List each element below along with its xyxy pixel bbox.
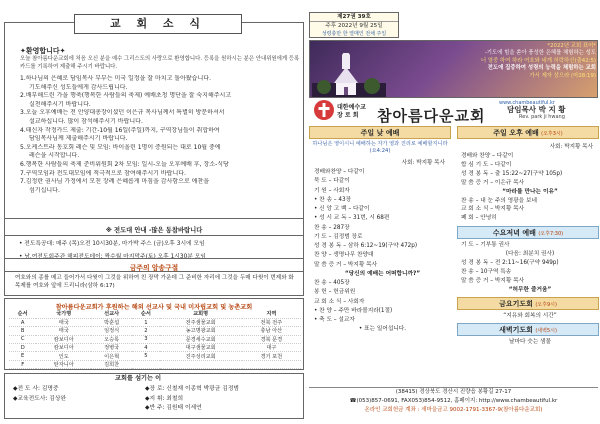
service-presider: 사회: 박지황 목사 — [401, 160, 445, 166]
cell: 2 — [132, 327, 159, 335]
cell: A — [9, 318, 36, 326]
bulletin-info-box — [309, 12, 399, 38]
pastor-name-en: Rev. park ji hwang — [519, 114, 565, 120]
news-item: 3.오늘 오후예배는 전 안양대총장이셨던 이은규 목사님께서 특별히 방문하셔서 — [20, 109, 225, 117]
other-services — [457, 126, 599, 347]
cell: 전북 전주 — [242, 318, 301, 326]
cell: 김희찬 — [91, 360, 132, 368]
church-name: 참아름다운교회 — [377, 107, 486, 125]
cell: C — [9, 335, 36, 343]
order-item: 성 경 봉 독 – 출 15:22~27(구약 105p) — [461, 170, 563, 177]
order-item: 기 원 – 사회자 — [314, 187, 350, 194]
service-time: (오후7:30) — [538, 231, 564, 238]
phone-homepage: ☎(053)857-0691, FAX053)854-9512, 홈페이지: http://www.chambeautiful.kr — [349, 398, 558, 404]
order-item: 기 도 – 김정범 장로 — [314, 233, 363, 240]
cell — [242, 360, 301, 368]
standing-note: • 표는 일어섭니다. — [358, 326, 407, 333]
cell — [160, 360, 242, 368]
sermon-title: “마라를 만나는 이유” — [502, 188, 558, 195]
col-header: 선교사 — [91, 310, 132, 318]
news-item: 실천해주시기 바랍니다. — [29, 100, 91, 108]
news-item: 7.김정란 권사님 가정에서 모친 장례 은혜롭게 마침을 감사함으로 애찬을 — [20, 178, 210, 186]
motto-line: 가서 제자 삼으라 (마28:19) — [529, 72, 596, 79]
cell: 인도 — [36, 352, 91, 360]
cell: 충남 아산 — [242, 327, 301, 335]
memory-verse-box — [4, 258, 304, 296]
news-item: 7.구역모임과 전도대모임에 적극적으로 참여해주시기 바랍니다. — [20, 169, 186, 177]
right-panel — [309, 4, 598, 422]
cell: 태국 — [36, 318, 91, 326]
welcome-text: 오늘 참아름다운교회에 처음 오신 분을 예수 그리스도의 사랑으로 환영합니다. 등록을 원하시는 분은 안내위원에게 등록카드를 기록하여 제출해 주시기 바랍니다. — [20, 56, 300, 70]
welcome-title: ✦환영합니다✦ — [20, 47, 66, 55]
order-item: 찬 송 – 내 눈 주의 영광을 보네 — [461, 197, 537, 204]
col-header: 지역 — [242, 310, 301, 318]
order-item: 성 경 봉 독 – 삼하 6:12~19(구약 472p) — [314, 243, 418, 249]
news-item: 2.배부해드린 가을 행축(행복한 사람들의 축제) 예배초청 명단을 잘 숙지해주시고 — [20, 92, 232, 100]
order-item: 찬 양 – 생명나무 찬양대 — [314, 252, 374, 259]
cell: 농고명광교회 — [160, 327, 242, 335]
cell: 3 — [132, 335, 159, 343]
order-item: 말 씀 증 거 – 박지황 목사 — [461, 277, 525, 284]
cell: 캄보디아 — [36, 344, 91, 352]
servers-box — [4, 373, 304, 419]
order-item: 교 회 소 식 – 박지황 목사 — [461, 206, 525, 213]
memory-verse-text: 여호와의 종를 메고 들어가서 다윗이 그것을 위하여 친 장막 가운데 그 준비한 자리에 그것을 두매 다윗이 번제와 화목제를 여호와 앞에 드리니라(삼하 6:17) — [15, 275, 294, 290]
news-item: 기도해주신 성도들에게 감사드립니다. — [29, 83, 128, 91]
church-news-header: 교 회 소 식 — [74, 14, 242, 34]
order-item: 찬 송 – 287장 — [314, 224, 350, 231]
mission-table-header — [9, 310, 301, 318]
cell: 5 — [132, 352, 159, 360]
col-header: 순서 — [132, 310, 159, 318]
homepage-url[interactable]: www.chambeautiful.kr — [499, 100, 555, 106]
service-title-text: 수요저녁 예배 — [492, 229, 536, 238]
table-row — [9, 352, 301, 360]
denomination — [337, 104, 366, 120]
order-of-service — [309, 168, 451, 335]
table-row — [9, 360, 301, 368]
cell: F — [9, 360, 36, 368]
order-item: (다음: 최분치 권사) — [505, 251, 555, 258]
cell: D — [9, 344, 36, 352]
motto-line: 너 열중 하여 하라 여호와 네게 허락하신(출42:5) — [480, 57, 596, 64]
cell: 탄자니아 — [36, 360, 91, 368]
mission-box — [4, 298, 304, 370]
service-verse: 하나님은 영이시니 예배하는 자가 영과 진리로 예배할지니라(요4:24) — [312, 141, 448, 154]
order-item: • 성 시 교 독 – 31번, 시 68편 — [314, 215, 390, 222]
cell: 경북 문경 — [242, 335, 301, 343]
pastor-name: 담임목사 박 지 황 — [507, 105, 566, 114]
order-item: 성 경 봉 독 – 전 2:11~16(구약 949p) — [461, 260, 559, 267]
news-item: 설교하십니다. 많이 참석해주시기 바랍니다. — [29, 117, 143, 125]
address: (38415) 경상북도 경산시 진량읍 봉황길 27-17 — [395, 389, 512, 395]
order-item: 기 도 – 기부통 권사 — [461, 242, 510, 249]
cell: 경기 포천 — [242, 352, 301, 360]
order-item: 찬 송 – 10구역 특송 — [461, 268, 512, 275]
servers-title: 교회를 섬기는 이 — [115, 375, 162, 382]
cell: 정병국 — [91, 344, 132, 352]
order-item: 경배와찬양 – 다같이 — [314, 169, 365, 175]
cell: B — [9, 327, 36, 335]
memory-verse-title: 금주의 암송구절 — [129, 264, 179, 272]
cell: 대구 — [242, 344, 301, 352]
bulletin-volume: 제27권 39호 — [310, 13, 398, 22]
cell: 4 — [132, 344, 159, 352]
servers-col-right — [145, 385, 239, 414]
servers-col-left — [13, 385, 66, 404]
service-title — [457, 126, 599, 139]
motto-line: 전도에 집중하여 성령의 능력을 체험하는 교회 — [487, 65, 596, 72]
service-title-text: 금요기도회 — [499, 299, 533, 308]
news-item: 6.행복한 사람들의 축제 준비위원회 2차 모임: 일시-오늘 오후예배 후, 장소-식당 — [20, 160, 229, 168]
col-header: 국가명 — [36, 310, 91, 318]
bulletin-subtitle: 성령충만 한 열매인 전채 주일 — [321, 31, 387, 37]
table-row — [9, 318, 301, 326]
bulletin-date: 주후 2022년 9월 25일 — [325, 23, 383, 29]
order-item: • 찬 양 – 주만 바라볼지라(1절) — [314, 307, 393, 314]
table-row — [9, 327, 301, 335]
mission-table — [9, 310, 301, 369]
left-panel — [4, 6, 304, 420]
server-item: ◆교육전도사: 김상완 — [13, 395, 67, 402]
denomination-line: 장 로 회 — [337, 112, 359, 119]
evangelism-item: • 남.여전도회주관 해피전도데이: 짝수월 마지막주(토) 오후 1시30분 모임 — [19, 254, 206, 260]
service-title-text: 새벽기도회 — [499, 325, 533, 334]
server-item: ◆장 로: 신철재 이종혁 박광균 김정범 — [145, 386, 240, 392]
sermon-title: “당신의 예배는 어떠합니까?” — [344, 270, 421, 277]
col-header: 순서 — [9, 310, 36, 318]
cell: 문경세수교회 — [160, 335, 242, 343]
order-item: 찬 송 – 405장 — [314, 280, 350, 286]
motto-line: -기도에 힘을 쏟아 풍성한 은혜를 체험하는 성도 — [484, 50, 596, 57]
service-time: (새벽5시) — [535, 327, 557, 334]
order-item: 말 씀 증 거 – 이은규 목사 — [461, 179, 525, 186]
table-row — [9, 335, 301, 343]
banner-text — [396, 43, 596, 80]
service-title — [457, 226, 599, 239]
cell: 캄보디아 — [36, 335, 91, 343]
service-title — [457, 297, 599, 310]
cell: 이은혁 — [91, 352, 132, 360]
order-item: • 신 앙 고 백 – 다같이 — [314, 206, 370, 212]
server-item: ◆반 주: 김원태 이세연 — [145, 405, 202, 411]
cell: 전주샘물교회 — [160, 318, 242, 326]
service-title — [457, 323, 599, 336]
sermon-title: “허무한 즐거움” — [508, 286, 552, 293]
col-header: 교회명 — [160, 310, 242, 318]
cell: E — [9, 352, 36, 360]
church-logo-icon — [313, 99, 335, 121]
news-item: 레슨을 시작합니다. — [29, 152, 80, 160]
cell: 임정식 — [91, 327, 132, 335]
order-item: 봉 헌 – 헌금위원 — [314, 289, 356, 296]
news-item: 1.하나님의 은혜로 담임목사 부부는 미국 일정을 잘 마치고 돌아왔습니다. — [20, 75, 211, 82]
cell: 진주성리교회 — [160, 352, 242, 360]
order-item: 묵 도 – 다같이 — [314, 178, 350, 185]
service-title: 주일 낮 예배 — [309, 126, 451, 139]
order-item: • 축 도 – 설교자 — [314, 317, 355, 323]
news-list — [20, 75, 304, 195]
order-of-service — [457, 152, 599, 223]
order-item: 교 회 소 식 – 사회자 — [314, 298, 365, 305]
news-item: 4.태신자 작정카드 제출: 기간-10월 16일(주일)까지, 구역장님들이 취합하여 — [20, 126, 220, 134]
table-row — [9, 344, 301, 352]
cell — [132, 360, 159, 368]
denomination-line: 대한예수교 — [337, 104, 366, 111]
sunday-morning-service — [309, 126, 451, 335]
service-time: (오후3시) — [541, 131, 563, 137]
service-time: (오후9시) — [535, 301, 557, 308]
news-item: 5.오케스트라 동호회 레슨 및 모임: 바이올린 1명이 증원되는 대로 10월 중에 — [20, 143, 221, 151]
cell: 박훈섭 — [91, 318, 132, 326]
motto-year: *2022년 교회 표어* — [547, 43, 596, 49]
order-item: 합 심 기 도 – 다같이 — [461, 161, 512, 168]
service-title-text: 주일 오후 예배 — [493, 129, 539, 137]
evangelism-item: • 전도특공대: 매주 (목)오전 10시30분, 마가박 주스 (금)오후 3시에 모임 — [19, 241, 205, 247]
server-item: ◆전 도 사: 김명중 — [13, 386, 59, 392]
order-item: 말 씀 증 거 – 박지황 목사 — [314, 261, 378, 268]
dawn-text: 날마다 숫는 샘물 — [508, 338, 552, 345]
news-item: 섬기십니다. — [29, 186, 60, 194]
order-item: 경배와 찬양 – 다같이 — [461, 153, 514, 159]
cell: 태국 — [36, 327, 91, 335]
order-item: 폐 회 – 안녕히 — [461, 215, 497, 222]
bank-account: 온라인 교회헌금 계좌 : 새마을금고 9002-1791-3367-9(참아름다운교회) — [364, 407, 543, 413]
footer — [309, 387, 598, 422]
cell: 오승록 — [91, 335, 132, 343]
server-item: ◆지 휘: 최철희 — [145, 395, 184, 402]
cell: 대구샘물교회 — [160, 344, 242, 352]
order-item: • 찬 송 – 43장 — [314, 196, 352, 203]
church-banner — [309, 40, 598, 98]
church-building-illustration — [312, 53, 386, 97]
order-of-service — [457, 241, 599, 294]
friday-text: “지유와 회복의 시간” — [503, 312, 557, 319]
news-item: 담임목사님께 제출해주시기 바랍니다. — [29, 135, 128, 143]
mission-title: 참아름다운교회가 후원하는 해외 선교사 및 국내 미자립교회 및 농촌교회 — [55, 304, 253, 311]
service-presider: 사회: 박지황 목사 — [549, 144, 593, 150]
evangelism-title: ※ 전도대 안내 -많은 동참바랍니다 — [105, 227, 203, 234]
cell: 1 — [132, 318, 159, 326]
